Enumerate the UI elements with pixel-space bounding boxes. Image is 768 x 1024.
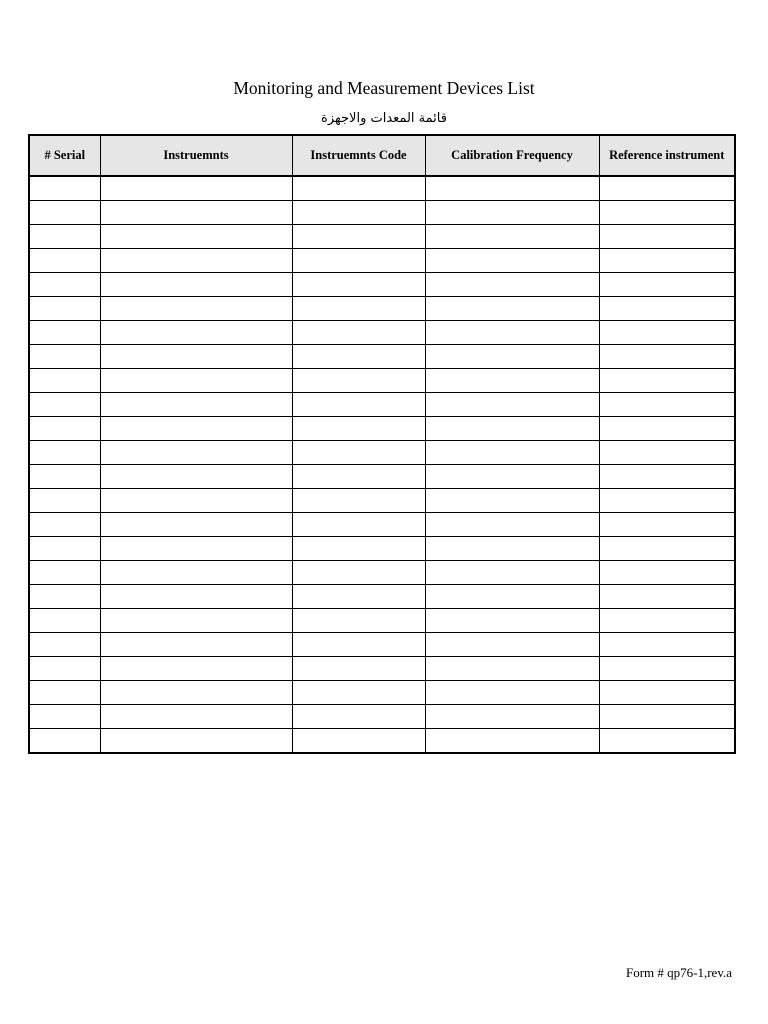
cell-serial[interactable]: [29, 297, 100, 321]
table-row: [29, 273, 735, 297]
cell-serial[interactable]: [29, 513, 100, 537]
column-header-serial: # Serial: [29, 135, 100, 176]
cell-calibration-frequency[interactable]: [425, 249, 599, 273]
table-row: [29, 441, 735, 465]
cell-instrument[interactable]: [100, 321, 292, 345]
table-row: [29, 176, 735, 201]
cell-calibration-frequency[interactable]: [425, 345, 599, 369]
cell-serial[interactable]: [29, 633, 100, 657]
table-row: [29, 729, 735, 754]
cell-instrument-code[interactable]: [292, 465, 425, 489]
cell-serial[interactable]: [29, 369, 100, 393]
column-header-reference-instrument: Reference instrument: [599, 135, 735, 176]
cell-reference-instrument[interactable]: [599, 321, 735, 345]
cell-serial[interactable]: [29, 441, 100, 465]
cell-instrument-code[interactable]: [292, 441, 425, 465]
document-title: Monitoring and Measurement Devices List: [233, 78, 535, 98]
cell-serial[interactable]: [29, 585, 100, 609]
cell-calibration-frequency[interactable]: [425, 417, 599, 441]
cell-calibration-frequency[interactable]: [425, 273, 599, 297]
cell-serial[interactable]: [29, 561, 100, 585]
cell-serial[interactable]: [29, 176, 100, 201]
cell-instrument[interactable]: [100, 345, 292, 369]
table-row: [29, 297, 735, 321]
cell-instrument-code[interactable]: [292, 657, 425, 681]
cell-reference-instrument[interactable]: [599, 537, 735, 561]
cell-instrument-code[interactable]: [292, 537, 425, 561]
cell-instrument[interactable]: [100, 369, 292, 393]
cell-reference-instrument[interactable]: [599, 585, 735, 609]
cell-reference-instrument[interactable]: [599, 249, 735, 273]
cell-instrument[interactable]: [100, 297, 292, 321]
cell-instrument-code[interactable]: [292, 609, 425, 633]
cell-calibration-frequency[interactable]: [425, 201, 599, 225]
cell-serial[interactable]: [29, 705, 100, 729]
table-row: [29, 513, 735, 537]
cell-instrument-code[interactable]: [292, 513, 425, 537]
cell-reference-instrument[interactable]: [599, 561, 735, 585]
cell-calibration-frequency[interactable]: [425, 489, 599, 513]
cell-reference-instrument[interactable]: [599, 729, 735, 754]
cell-instrument[interactable]: [100, 681, 292, 705]
cell-instrument[interactable]: [100, 561, 292, 585]
cell-serial[interactable]: [29, 249, 100, 273]
cell-reference-instrument[interactable]: [599, 609, 735, 633]
table-row: [29, 681, 735, 705]
cell-instrument-code[interactable]: [292, 633, 425, 657]
cell-serial[interactable]: [29, 465, 100, 489]
cell-reference-instrument[interactable]: [599, 489, 735, 513]
cell-reference-instrument[interactable]: [599, 297, 735, 321]
cell-serial[interactable]: [29, 273, 100, 297]
cell-serial[interactable]: [29, 537, 100, 561]
cell-instrument[interactable]: [100, 201, 292, 225]
cell-calibration-frequency[interactable]: [425, 441, 599, 465]
column-header-instruments-code: Instruemnts Code: [292, 135, 425, 176]
cell-instrument-code[interactable]: [292, 561, 425, 585]
table-row: [29, 417, 735, 441]
cell-reference-instrument[interactable]: [599, 705, 735, 729]
cell-instrument-code[interactable]: [292, 417, 425, 441]
cell-instrument[interactable]: [100, 176, 292, 201]
cell-instrument[interactable]: [100, 537, 292, 561]
cell-instrument-code[interactable]: [292, 489, 425, 513]
cell-instrument-code[interactable]: [292, 321, 425, 345]
cell-reference-instrument[interactable]: [599, 369, 735, 393]
cell-calibration-frequency[interactable]: [425, 297, 599, 321]
table-row: [29, 585, 735, 609]
column-header-instruments: Instruemnts: [100, 135, 292, 176]
cell-calibration-frequency[interactable]: [425, 561, 599, 585]
cell-serial[interactable]: [29, 225, 100, 249]
cell-instrument[interactable]: [100, 273, 292, 297]
cell-calibration-frequency[interactable]: [425, 513, 599, 537]
cell-calibration-frequency[interactable]: [425, 465, 599, 489]
cell-reference-instrument[interactable]: [599, 225, 735, 249]
cell-calibration-frequency[interactable]: [425, 321, 599, 345]
cell-calibration-frequency[interactable]: [425, 609, 599, 633]
cell-reference-instrument[interactable]: [599, 273, 735, 297]
cell-instrument-code[interactable]: [292, 369, 425, 393]
table-header-row: [29, 135, 735, 176]
table-row: [29, 201, 735, 225]
cell-calibration-frequency[interactable]: [425, 369, 599, 393]
cell-instrument[interactable]: [100, 393, 292, 417]
cell-reference-instrument[interactable]: [599, 657, 735, 681]
document-subtitle-arabic: قائمة المعدات والاجهزة: [321, 111, 447, 126]
cell-serial[interactable]: [29, 321, 100, 345]
cell-serial[interactable]: [29, 729, 100, 754]
cell-calibration-frequency[interactable]: [425, 176, 599, 201]
cell-instrument-code[interactable]: [292, 705, 425, 729]
cell-instrument[interactable]: [100, 225, 292, 249]
table-row: [29, 609, 735, 633]
table-row: [29, 345, 735, 369]
cell-calibration-frequency[interactable]: [425, 585, 599, 609]
table-body: [29, 176, 735, 753]
cell-calibration-frequency[interactable]: [425, 657, 599, 681]
cell-instrument-code[interactable]: [292, 297, 425, 321]
table-row: [29, 225, 735, 249]
cell-instrument[interactable]: [100, 465, 292, 489]
cell-instrument-code[interactable]: [292, 273, 425, 297]
cell-instrument-code[interactable]: [292, 393, 425, 417]
cell-reference-instrument[interactable]: [599, 681, 735, 705]
table-row: [29, 465, 735, 489]
cell-calibration-frequency[interactable]: [425, 225, 599, 249]
cell-instrument-code[interactable]: [292, 225, 425, 249]
cell-instrument[interactable]: [100, 705, 292, 729]
cell-instrument[interactable]: [100, 633, 292, 657]
table-row: [29, 489, 735, 513]
cell-calibration-frequency[interactable]: [425, 729, 599, 754]
table-row: [29, 537, 735, 561]
cell-instrument-code[interactable]: [292, 249, 425, 273]
cell-instrument-code[interactable]: [292, 201, 425, 225]
cell-instrument[interactable]: [100, 441, 292, 465]
cell-instrument[interactable]: [100, 249, 292, 273]
cell-instrument[interactable]: [100, 513, 292, 537]
cell-instrument[interactable]: [100, 657, 292, 681]
cell-instrument[interactable]: [100, 417, 292, 441]
cell-reference-instrument[interactable]: [599, 633, 735, 657]
table-row: [29, 705, 735, 729]
table-row: [29, 249, 735, 273]
devices-table: [28, 134, 736, 754]
cell-serial[interactable]: [29, 609, 100, 633]
cell-reference-instrument[interactable]: [599, 201, 735, 225]
cell-reference-instrument[interactable]: [599, 465, 735, 489]
table-row: [29, 657, 735, 681]
cell-serial[interactable]: [29, 657, 100, 681]
cell-instrument-code[interactable]: [292, 729, 425, 754]
cell-instrument[interactable]: [100, 729, 292, 754]
table-row: [29, 561, 735, 585]
cell-instrument-code[interactable]: [292, 176, 425, 201]
cell-serial[interactable]: [29, 393, 100, 417]
cell-instrument[interactable]: [100, 489, 292, 513]
cell-instrument[interactable]: [100, 609, 292, 633]
cell-calibration-frequency[interactable]: [425, 681, 599, 705]
cell-reference-instrument[interactable]: [599, 345, 735, 369]
cell-serial[interactable]: [29, 201, 100, 225]
cell-reference-instrument[interactable]: [599, 513, 735, 537]
cell-instrument-code[interactable]: [292, 585, 425, 609]
cell-reference-instrument[interactable]: [599, 176, 735, 201]
cell-calibration-frequency[interactable]: [425, 537, 599, 561]
table-row: [29, 321, 735, 345]
cell-reference-instrument[interactable]: [599, 393, 735, 417]
cell-calibration-frequency[interactable]: [425, 393, 599, 417]
cell-reference-instrument[interactable]: [599, 417, 735, 441]
table-row: [29, 369, 735, 393]
table-row: [29, 633, 735, 657]
table-row: [29, 393, 735, 417]
cell-serial[interactable]: [29, 417, 100, 441]
cell-serial[interactable]: [29, 489, 100, 513]
column-header-calibration-frequency: Calibration Frequency: [425, 135, 599, 176]
cell-reference-instrument[interactable]: [599, 441, 735, 465]
cell-calibration-frequency[interactable]: [425, 705, 599, 729]
form-number: Form # qp76-1,rev.a: [625, 965, 732, 980]
cell-instrument-code[interactable]: [292, 681, 425, 705]
cell-serial[interactable]: [29, 681, 100, 705]
cell-calibration-frequency[interactable]: [425, 633, 599, 657]
cell-instrument-code[interactable]: [292, 345, 425, 369]
cell-instrument[interactable]: [100, 585, 292, 609]
cell-serial[interactable]: [29, 345, 100, 369]
